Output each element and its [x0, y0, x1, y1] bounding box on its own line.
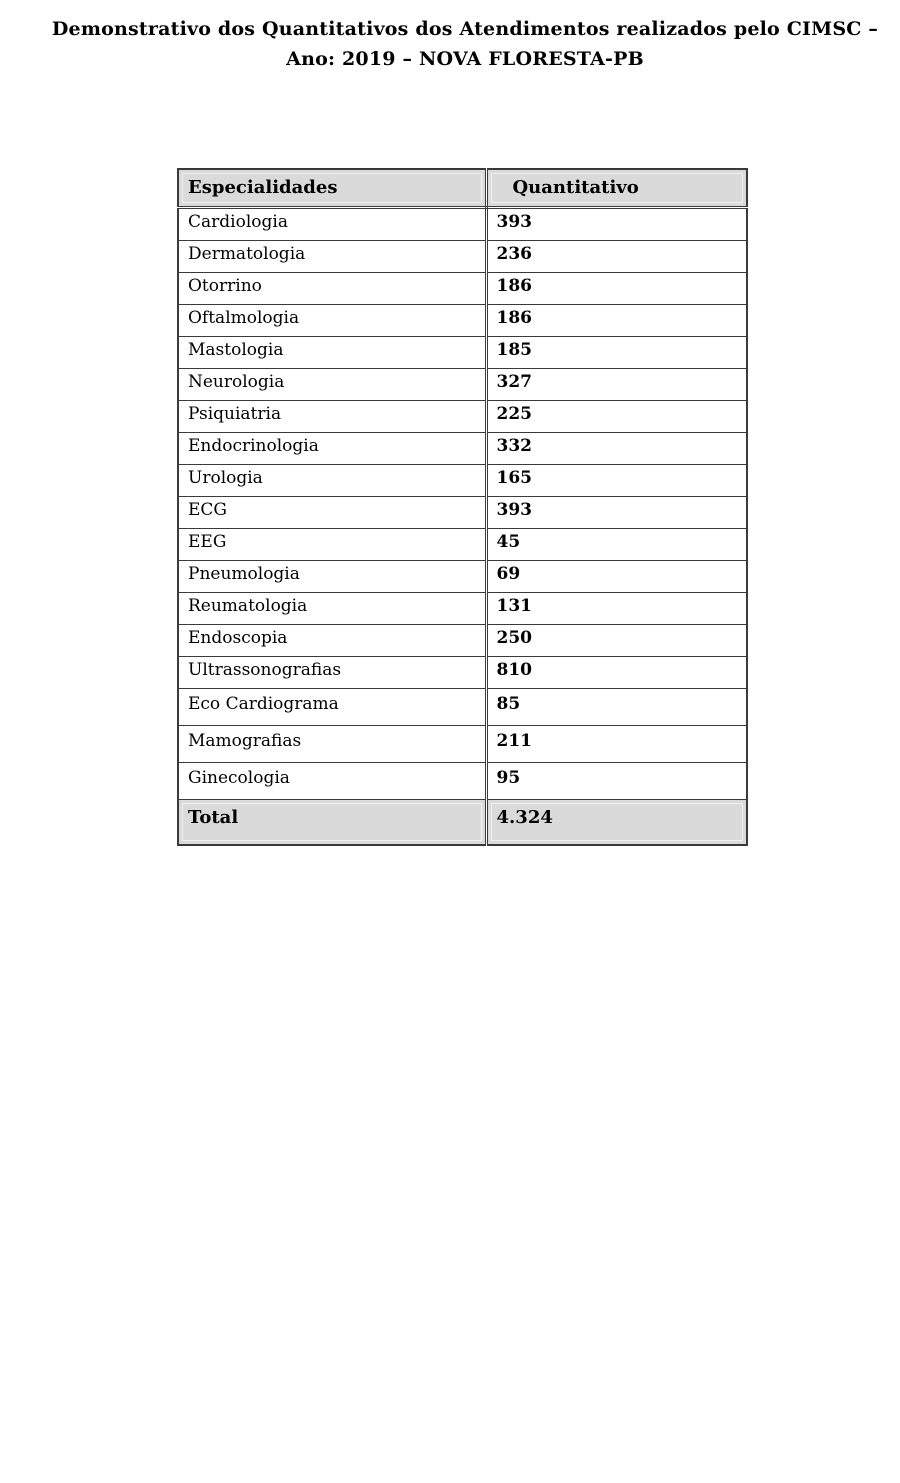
especialidade-cell: Eco Cardiograma: [178, 689, 486, 726]
document-title-line1: Demonstrativo dos Quantitativos dos Atendimentos realizados pelo CIMSC –: [51, 18, 879, 40]
especialidade-cell: Pneumologia: [178, 561, 486, 593]
table-row: [178, 625, 747, 657]
quantitativo-cell: 165: [486, 465, 747, 497]
table-row: [178, 433, 747, 465]
quantitativo-cell: 69: [486, 561, 747, 593]
quantitativo-cell: 95: [486, 763, 747, 800]
quantitativo-cell: 327: [486, 369, 747, 401]
table-row: [178, 208, 747, 241]
especialidade-cell: ECG: [178, 497, 486, 529]
quantitativo-cell: 236: [486, 241, 747, 273]
quantitativo-cell: 186: [486, 305, 747, 337]
especialidade-cell: Endocrinologia: [178, 433, 486, 465]
quantitativo-cell: 45: [486, 529, 747, 561]
total-label-cell: Total: [178, 800, 486, 846]
quantitativo-cell: 393: [486, 497, 747, 529]
table-row: [178, 305, 747, 337]
table-row: [178, 689, 747, 726]
especialidade-cell: EEG: [178, 529, 486, 561]
table-row: [178, 763, 747, 800]
header-especialidades: Especialidades: [178, 169, 486, 208]
especialidade-cell: Dermatologia: [178, 241, 486, 273]
quantitativo-cell: 85: [486, 689, 747, 726]
table-row: [178, 657, 747, 689]
especialidade-cell: Mamografias: [178, 726, 486, 763]
especialidade-cell: Urologia: [178, 465, 486, 497]
table-body: [178, 208, 747, 800]
especialidade-cell: Endoscopia: [178, 625, 486, 657]
especialidade-cell: Ultrassonografias: [178, 657, 486, 689]
document-title-line2: Ano: 2019 – NOVA FLORESTA-PB: [286, 48, 644, 70]
table-header-row: [178, 169, 747, 208]
especialidade-cell: Cardiologia: [178, 208, 486, 241]
header-quantitativo: Quantitativo: [486, 169, 747, 208]
quantitativo-cell: 211: [486, 726, 747, 763]
especialidade-cell: Reumatologia: [178, 593, 486, 625]
table-row: [178, 593, 747, 625]
table-row: [178, 465, 747, 497]
especialidade-cell: Oftalmologia: [178, 305, 486, 337]
table-row: [178, 401, 747, 433]
especialidade-cell: Psiquiatria: [178, 401, 486, 433]
quantitativo-cell: 393: [486, 208, 747, 241]
document-title: [30, 0, 900, 74]
table-row: [178, 726, 747, 763]
table-row: [178, 337, 747, 369]
quantitative-table: [177, 168, 748, 846]
quantitativo-cell: 810: [486, 657, 747, 689]
especialidade-cell: Neurologia: [178, 369, 486, 401]
quantitativo-cell: 186: [486, 273, 747, 305]
table-row: [178, 529, 747, 561]
quantitativo-cell: 225: [486, 401, 747, 433]
table-row: [178, 369, 747, 401]
quantitativo-cell: 250: [486, 625, 747, 657]
especialidade-cell: Mastologia: [178, 337, 486, 369]
total-value-cell: 4.324: [486, 800, 747, 846]
especialidade-cell: Ginecologia: [178, 763, 486, 800]
quantitativo-cell: 332: [486, 433, 747, 465]
table-row: [178, 273, 747, 305]
especialidade-cell: Otorrino: [178, 273, 486, 305]
quantitativo-cell: 131: [486, 593, 747, 625]
table-row: [178, 241, 747, 273]
table-row: [178, 497, 747, 529]
total-row: [178, 800, 747, 846]
table-row: [178, 561, 747, 593]
quantitativo-cell: 185: [486, 337, 747, 369]
